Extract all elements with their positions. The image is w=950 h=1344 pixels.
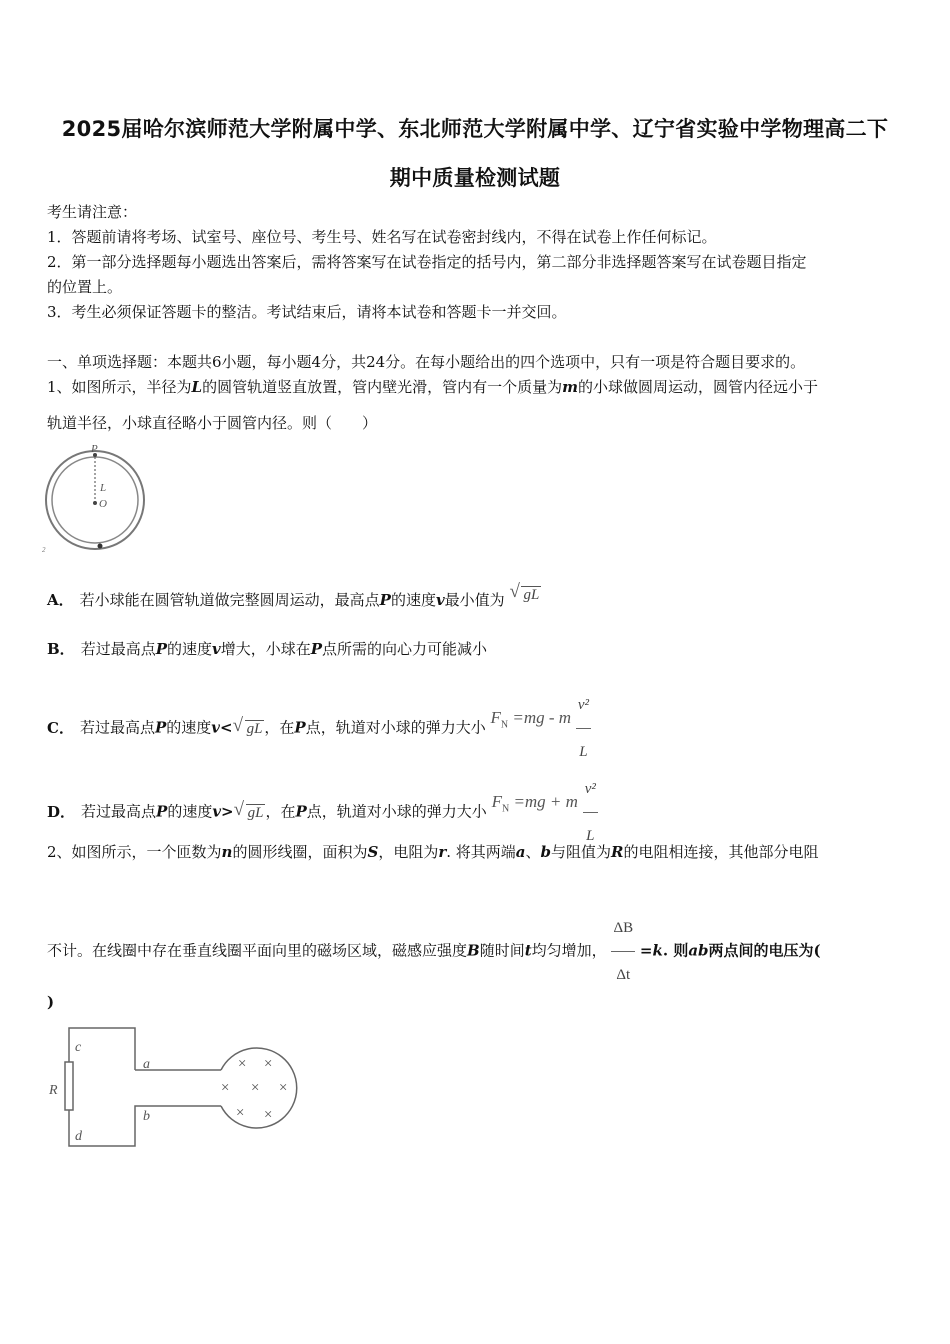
circular-tube-figure [40, 443, 150, 555]
section-heading: 一、单项选择题：本题共6小题，每小题4分，共24分。在每小题给出的四个选项中，只有一项是符合题目要求的。 [47, 353, 806, 371]
force-formula: $F_N =mg - m$ [490, 707, 572, 730]
circuit-wire [69, 1028, 221, 1146]
sqrt-formula: √ gL [509, 585, 541, 605]
option-d[interactable]: D． 若过最高点P的速度v>√ gL ，在P点，轨道对小球的弹力大小 $F_N =mg + m$ $\frac{\text{v²}}{L}$ [47, 766, 598, 859]
notice-item-1: 1．答题前请将考场、试室号、座位号、考生号、姓名写在试卷密封线内，不得在试卷上作任何标记。 [47, 228, 717, 246]
corner-mark: 2 [42, 546, 46, 554]
question-1-stem-line2: 轨道半径，小球直径略小于圆管内径。则（ ） [47, 414, 378, 432]
option-a[interactable]: A． 若小球能在圆管轨道做完整圆周运动，最高点P的速度v最小值为 √ gL [47, 590, 541, 611]
question-1-stem: 1、如图所示，半径为L的圆管轨道竖直放置，管内壁光滑，管内有一个质量为m的小球做圆周运动，圆管内径远小于 [47, 378, 818, 396]
option-c[interactable]: C． 若过最高点P的速度v<√ gL ，在P点，轨道对小球的弹力大小 $F_N =mg - m$ $\frac{\text{v²}}{L}$ [47, 682, 591, 775]
center-point [93, 501, 97, 505]
label-L: L [100, 482, 107, 494]
field-cross: × [250, 1080, 261, 1096]
sqrt-formula: √ gL [234, 790, 266, 836]
ball-bottom [98, 544, 103, 549]
question-2-stem-line2: 不计。在线圈中存在垂直线圈平面向里的磁场区域，磁感应强度B随时间t均匀增加， $\frac{\Delta B}{\Delta t}$ =k. 则ab两点间的电压为( [47, 905, 821, 998]
question-2-stem: 2、如图所示，一个匝数为n的圆形线圈，面积为S，电阻为r. 将其两端a、b与阻值为R的电阻相连接，其他部分电阻 [47, 843, 819, 861]
v2-over-L: $\frac{\text{v²}}{L}$ [576, 682, 591, 775]
notice-heading: 考生请注意： [47, 203, 138, 221]
field-cross: × [263, 1107, 274, 1123]
field-cross: × [278, 1080, 289, 1096]
notice-item-2a: 2．第一部分选择题每小题选出答案后，需将答案写在试卷指定的括号内，第二部分非选择题答案写在试卷题目指定 [47, 253, 807, 271]
label-b: b [143, 1109, 150, 1124]
exam-title-line1: 2025届哈尔滨师范大学附属中学、东北师范大学附属中学、辽宁省实验中学物理高二下 [61, 117, 889, 141]
dB-over-dt: $\frac{\Delta B}{\Delta t}$ [611, 905, 635, 998]
notice-item-3: 3．考生必须保证答题卡的整洁。考试结束后，请将本试卷和答题卡一并交回。 [47, 303, 567, 321]
question-2-stem-line3: ) [47, 993, 55, 1011]
field-cross: × [263, 1056, 274, 1072]
exam-title-line2: 期中质量检测试题 [389, 166, 561, 190]
notice-item-2b: 的位置上。 [47, 278, 123, 296]
coil-circuit-figure [45, 1022, 310, 1152]
label-d: d [75, 1129, 82, 1144]
label-c: c [75, 1040, 82, 1055]
field-cross: × [220, 1080, 231, 1096]
force-formula: $F_N =mg + m$ [491, 791, 578, 814]
option-b[interactable]: B． 若过最高点P的速度v增大，小球在P点所需的向心力可能减小 [47, 640, 488, 658]
sqrt-formula: √ gL [233, 706, 265, 752]
resistor [65, 1062, 73, 1110]
label-P: P [91, 443, 98, 455]
label-R: R [49, 1083, 58, 1098]
v2-over-L: $\frac{\text{v²}}{L}$ [583, 766, 598, 859]
label-a: a [143, 1057, 150, 1072]
field-cross: × [235, 1105, 246, 1121]
label-O: O [99, 498, 107, 510]
field-cross: × [237, 1056, 248, 1072]
